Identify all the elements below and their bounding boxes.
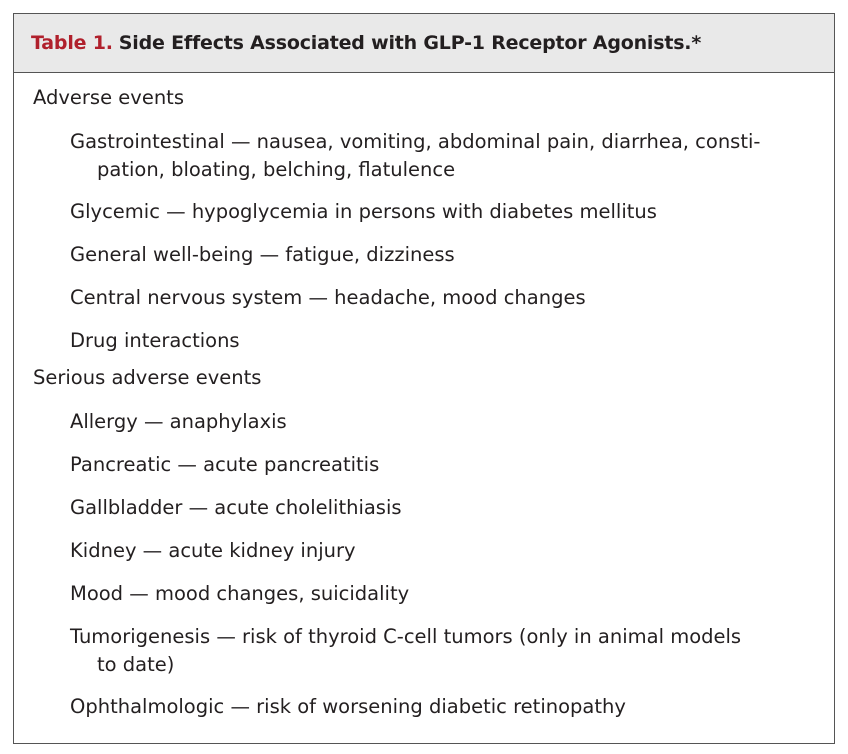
item-line: Allergy — anaphylaxis: [70, 410, 287, 433]
list-item: [14, 408, 834, 436]
item-line: Glycemic — hypoglycemia in persons with diabetes mellitus: [70, 200, 657, 223]
item-line: General well-being — fatigue, dizziness: [70, 243, 455, 266]
list-item: [14, 580, 834, 608]
item-line: Drug interactions: [70, 329, 240, 352]
item-line: Gastrointestinal — nausea, vomiting, abdominal pain, diarrhea, consti-: [70, 130, 761, 153]
item-line: Tumorigenesis — risk of thyroid C-cell tumors (only in animal models: [70, 625, 742, 648]
item-line: Kidney — acute kidney injury: [70, 539, 356, 562]
list-item: [14, 451, 834, 479]
list-item: [14, 128, 834, 184]
list-item: [14, 494, 834, 522]
section-heading-serious-adverse-events: Serious adverse events: [33, 366, 262, 389]
table-body: [14, 73, 834, 721]
section-heading-adverse-events: Adverse events: [33, 86, 184, 109]
item-line: Mood — mood changes, suicidality: [70, 582, 410, 605]
list-item: [14, 693, 834, 721]
list-item: [14, 537, 834, 565]
item-line: Ophthalmologic — risk of worsening diabetic retinopathy: [70, 695, 626, 718]
table-caption: [14, 14, 834, 73]
list-item: [14, 623, 834, 679]
table-frame: [13, 13, 835, 744]
list-item: [14, 241, 834, 269]
item-line-continued: to date): [97, 653, 175, 676]
item-line: Pancreatic — acute pancreatitis: [70, 453, 380, 476]
list-item: [14, 198, 834, 226]
item-line-continued: pation, bloating, belching, flatulence: [97, 158, 456, 181]
table-number: Table 1.: [31, 32, 113, 54]
item-line: Central nervous system — headache, mood changes: [70, 286, 586, 309]
table-title: Side Effects Associated with GLP-1 Receptor Agonists.*: [118, 32, 702, 54]
list-item: [14, 327, 834, 355]
list-item: [14, 284, 834, 312]
item-line: Gallbladder — acute cholelithiasis: [70, 496, 402, 519]
